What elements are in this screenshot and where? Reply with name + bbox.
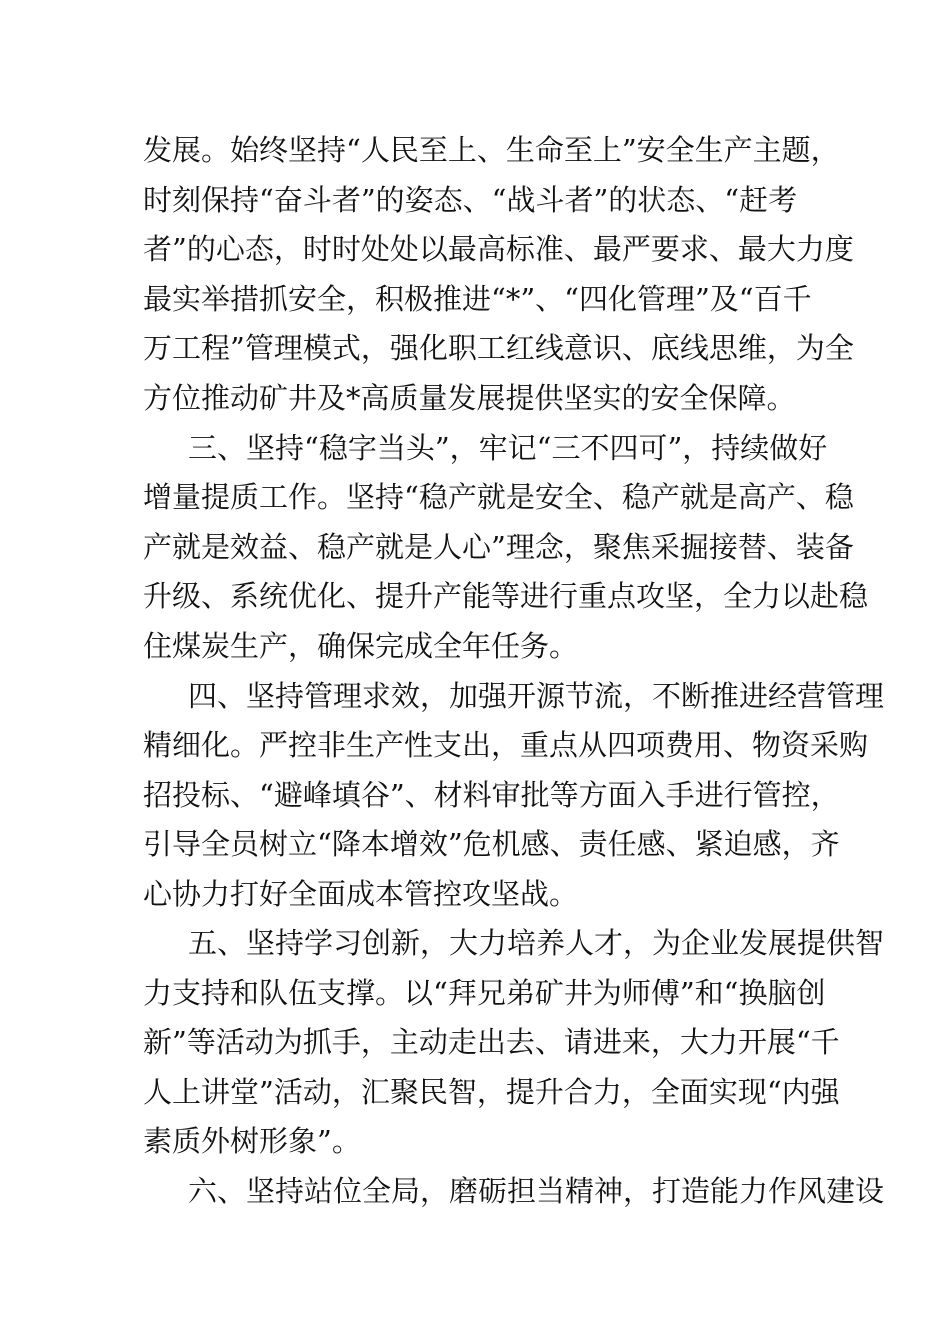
text-line: 最实举措抓安全，积极推进“*”、“四化管理”及“百千 <box>143 282 812 316</box>
text-line: 心协力打好全面成本管控攻坚战。 <box>143 877 579 911</box>
text-line: 万工程”管理模式，强化职工红线意识、底线思维，为全 <box>143 331 854 365</box>
text-line: 升级、系统优化、提升产能等进行重点攻坚，全力以赴稳 <box>143 579 869 613</box>
paragraph-start-line: 三、坚持“稳字当头”，牢记“三不四可”，持续做好 <box>188 431 828 465</box>
text-line: 者”的心态，时时处处以最高标准、最严要求、最大力度 <box>143 232 854 266</box>
text-line: 人上讲堂”活动，汇聚民智，提升合力，全面实现“内强 <box>143 1075 840 1109</box>
text-line: 素质外树形象”。 <box>143 1124 361 1158</box>
text-line: 增量提质工作。坚持“稳产就是安全、稳产就是高产、稳 <box>143 480 854 514</box>
text-line: 方位推动矿井及*高质量发展提供坚实的安全保障。 <box>143 381 796 415</box>
text-line: 产就是效益、稳产就是人心”理念，聚焦采掘接替、装备 <box>143 530 854 564</box>
text-line: 时刻保持“奋斗者”的姿态、“战斗者”的状态、“赶考 <box>143 183 798 217</box>
text-line: 引导全员树立“降本增效”危机感、责任感、紧迫感，齐 <box>143 827 840 861</box>
paragraph-start-line: 五、坚持学习创新，大力培养人才，为企业发展提供智 <box>188 926 885 960</box>
text-line: 精细化。严控非生产性支出，重点从四项费用、物资采购 <box>143 728 869 762</box>
text-line: 力支持和队伍支撑。以“拜兄弟矿井为师傅”和“换脑创 <box>143 976 826 1010</box>
paragraph-start-line: 六、坚持站位全局，磨砺担当精神，打造能力作风建设 <box>188 1174 885 1208</box>
text-line: 住煤炭生产，确保完成全年任务。 <box>143 629 579 663</box>
text-line: 新”等活动为抓手，主动走出去、请进来，大力开展“千 <box>143 1025 840 1059</box>
paragraph-start-line: 四、坚持管理求效，加强开源节流，不断推进经营管理 <box>188 679 885 713</box>
text-line: 招投标、“避峰填谷”、材料审批等方面入手进行管控， <box>143 778 840 812</box>
text-line: 发展。始终坚持“人民至上、生命至上”安全生产主题， <box>143 133 840 167</box>
